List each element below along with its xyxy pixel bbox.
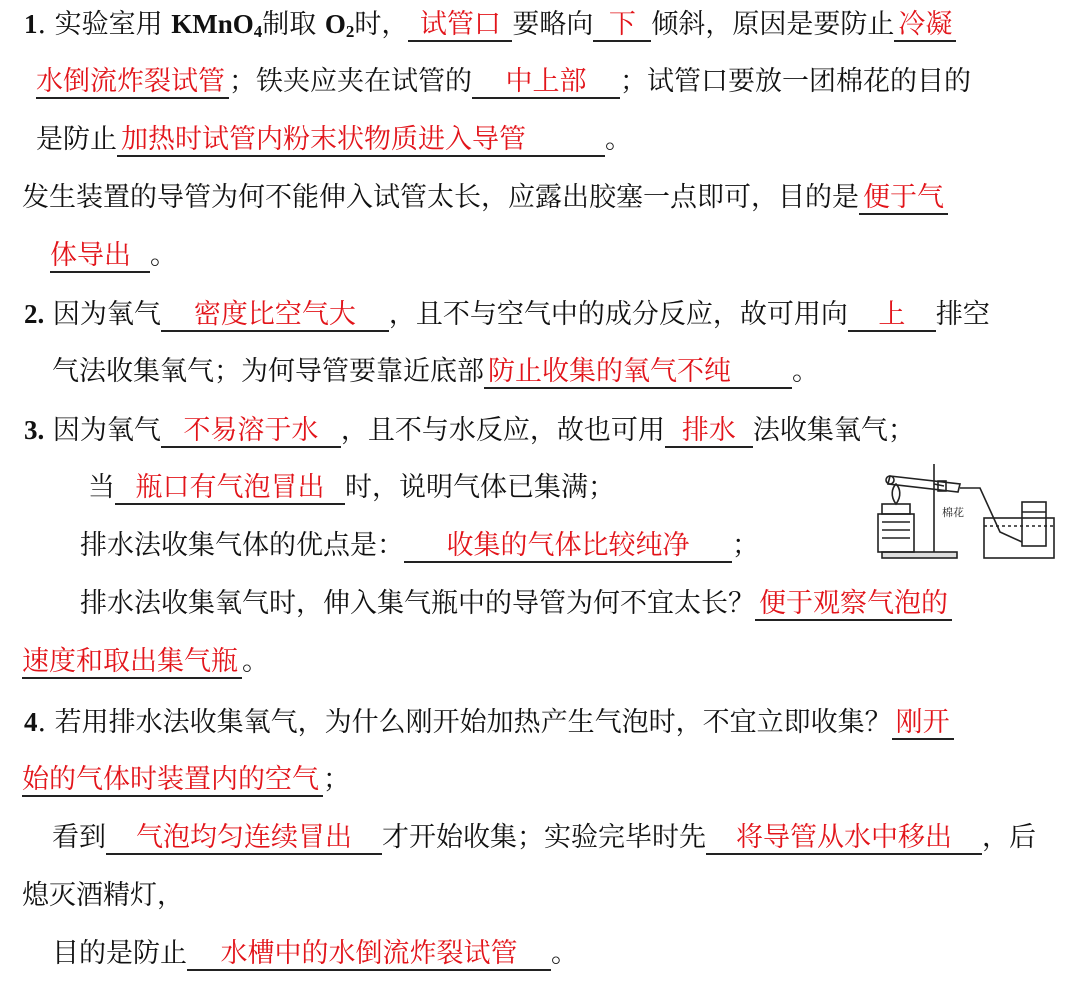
q1-line-2: [36, 62, 971, 102]
o2-sub: 2: [345, 22, 355, 41]
q1-text-5: 倾斜，原因是要防止: [651, 9, 895, 40]
answer-blank: 将导管从水中移出: [706, 823, 982, 855]
answer-blank: 水槽中的水倒流炸裂试管: [187, 939, 551, 971]
q1-text-7: ；试管口要放一团棉花的目的: [620, 66, 971, 97]
question-number-2: 2.: [24, 299, 45, 329]
q4-text-7: 目的是防止: [52, 938, 187, 969]
kmno4-formula: [171, 9, 262, 39]
answer-blank: 上: [848, 300, 936, 332]
q2-text-1: 因为氧气: [44, 299, 161, 330]
q1-text-4: 要略向: [512, 9, 594, 40]
answer-blank: 冷凝: [894, 10, 956, 42]
cotton-label: 棉花: [942, 506, 964, 519]
o2-formula: [325, 9, 355, 39]
q3-text-7: ；: [732, 530, 759, 561]
question-number-3: 3.: [24, 415, 45, 445]
answer-blank: 排水: [665, 416, 753, 448]
q1-text-11: 。: [150, 240, 177, 271]
q4-line-3: [52, 818, 1036, 858]
q2-text-5: 。: [792, 356, 819, 387]
q1-text-6: ；铁夹应夹在试管的: [229, 66, 472, 97]
q1-line-5: [50, 236, 177, 276]
q4-line-4: [22, 876, 184, 916]
answer-blank: 加热时试管内粉末状物质进入导管: [117, 125, 605, 157]
q4-line-2: [22, 760, 350, 800]
q1-text-10: 发生装置的导管为何不能伸入试管太长，应露出胶塞一点即可，目的是: [22, 182, 859, 213]
q4-line-1: [24, 702, 954, 742]
q3-text-1: 因为氧气: [44, 415, 161, 446]
answer-blank: 中上部: [472, 67, 620, 99]
q3-text-4: 当: [88, 472, 115, 503]
q3-line-5: [22, 642, 269, 682]
oxygen-collection-apparatus: [872, 462, 1057, 562]
q4-text-3: 看到: [52, 822, 106, 853]
q3-text-3: 法收集氧气；: [752, 415, 915, 446]
q3-text-9: 。: [242, 646, 269, 677]
q4-text-1: . 若用排水法收集氧气，为什么刚开始加热产生气泡时，不宜立即收集？: [37, 707, 892, 738]
answer-blank: 不易溶于水: [161, 416, 341, 448]
q2-text-3: 排空: [935, 299, 990, 330]
answer-blank: 下: [593, 10, 651, 42]
q1-line-1: [24, 4, 956, 44]
answer-blank: 密度比空气大: [161, 300, 389, 332]
q3-line-4: [80, 584, 952, 624]
answer-blank: 防止收集的氧气不纯: [484, 357, 792, 389]
kmno4-sub: 4: [253, 22, 263, 41]
q4-text-8: 。: [551, 938, 578, 969]
answer-blank: 瓶口有气泡冒出: [115, 473, 345, 505]
q3-line-3: [80, 526, 759, 566]
answer-blank: 气泡均匀连续冒出: [106, 823, 382, 855]
answer-blank: 便于观察气泡的: [755, 589, 952, 621]
answer-blank: 收集的气体比较纯净: [404, 531, 732, 563]
q1-text-9: 。: [605, 124, 632, 155]
question-number-1: 1: [24, 9, 38, 39]
q4-text-2: ；: [323, 764, 350, 795]
q1-text-8: 是防止: [36, 124, 117, 155]
answer-blank: 速度和取出集气瓶: [22, 647, 242, 679]
q2-text-4: 气法收集氧气；为何导管要靠近底部: [52, 356, 484, 387]
q1-text-2: 制取: [262, 9, 325, 40]
answer-blank: 便于气: [859, 183, 948, 215]
q2-text-2: ，且不与空气中的成分反应，故可用向: [388, 299, 848, 330]
q4-line-5: [52, 934, 578, 974]
q3-line-2: [88, 468, 615, 508]
q3-text-6: 排水法收集气体的优点是：: [80, 530, 404, 561]
q2-line-2: [52, 352, 819, 392]
answer-blank: 始的气体时装置内的空气: [22, 765, 323, 797]
q3-text-2: ，且不与水反应，故也可用: [340, 415, 665, 446]
answer-blank: 试管口: [408, 10, 512, 42]
q1-line-3: [36, 120, 632, 160]
q1-line-4: [22, 178, 948, 218]
q3-text-8: 排水法收集氧气时，伸入集气瓶中的导管为何不宜太长？: [80, 588, 755, 619]
q3-line-1: [24, 410, 915, 450]
answer-blank: 水倒流炸裂试管: [36, 67, 229, 99]
kmno4-main: KMnO: [171, 9, 254, 39]
o2-main: O: [324, 9, 346, 39]
q1-text-3: 时，: [354, 9, 409, 40]
question-number-4: 4: [24, 707, 38, 737]
q4-text-5: ，后: [982, 822, 1036, 853]
q2-line-1: [24, 294, 990, 334]
q4-text-4: 才开始收集；实验完毕时先: [382, 822, 706, 853]
q1-text-1: . 实验室用: [37, 9, 172, 40]
answer-blank: 体导出: [50, 241, 150, 273]
q4-text-6: 熄灭酒精灯，: [22, 880, 184, 911]
q3-text-5: 时，说明气体已集满；: [345, 472, 615, 503]
answer-blank: 刚开: [892, 708, 954, 740]
